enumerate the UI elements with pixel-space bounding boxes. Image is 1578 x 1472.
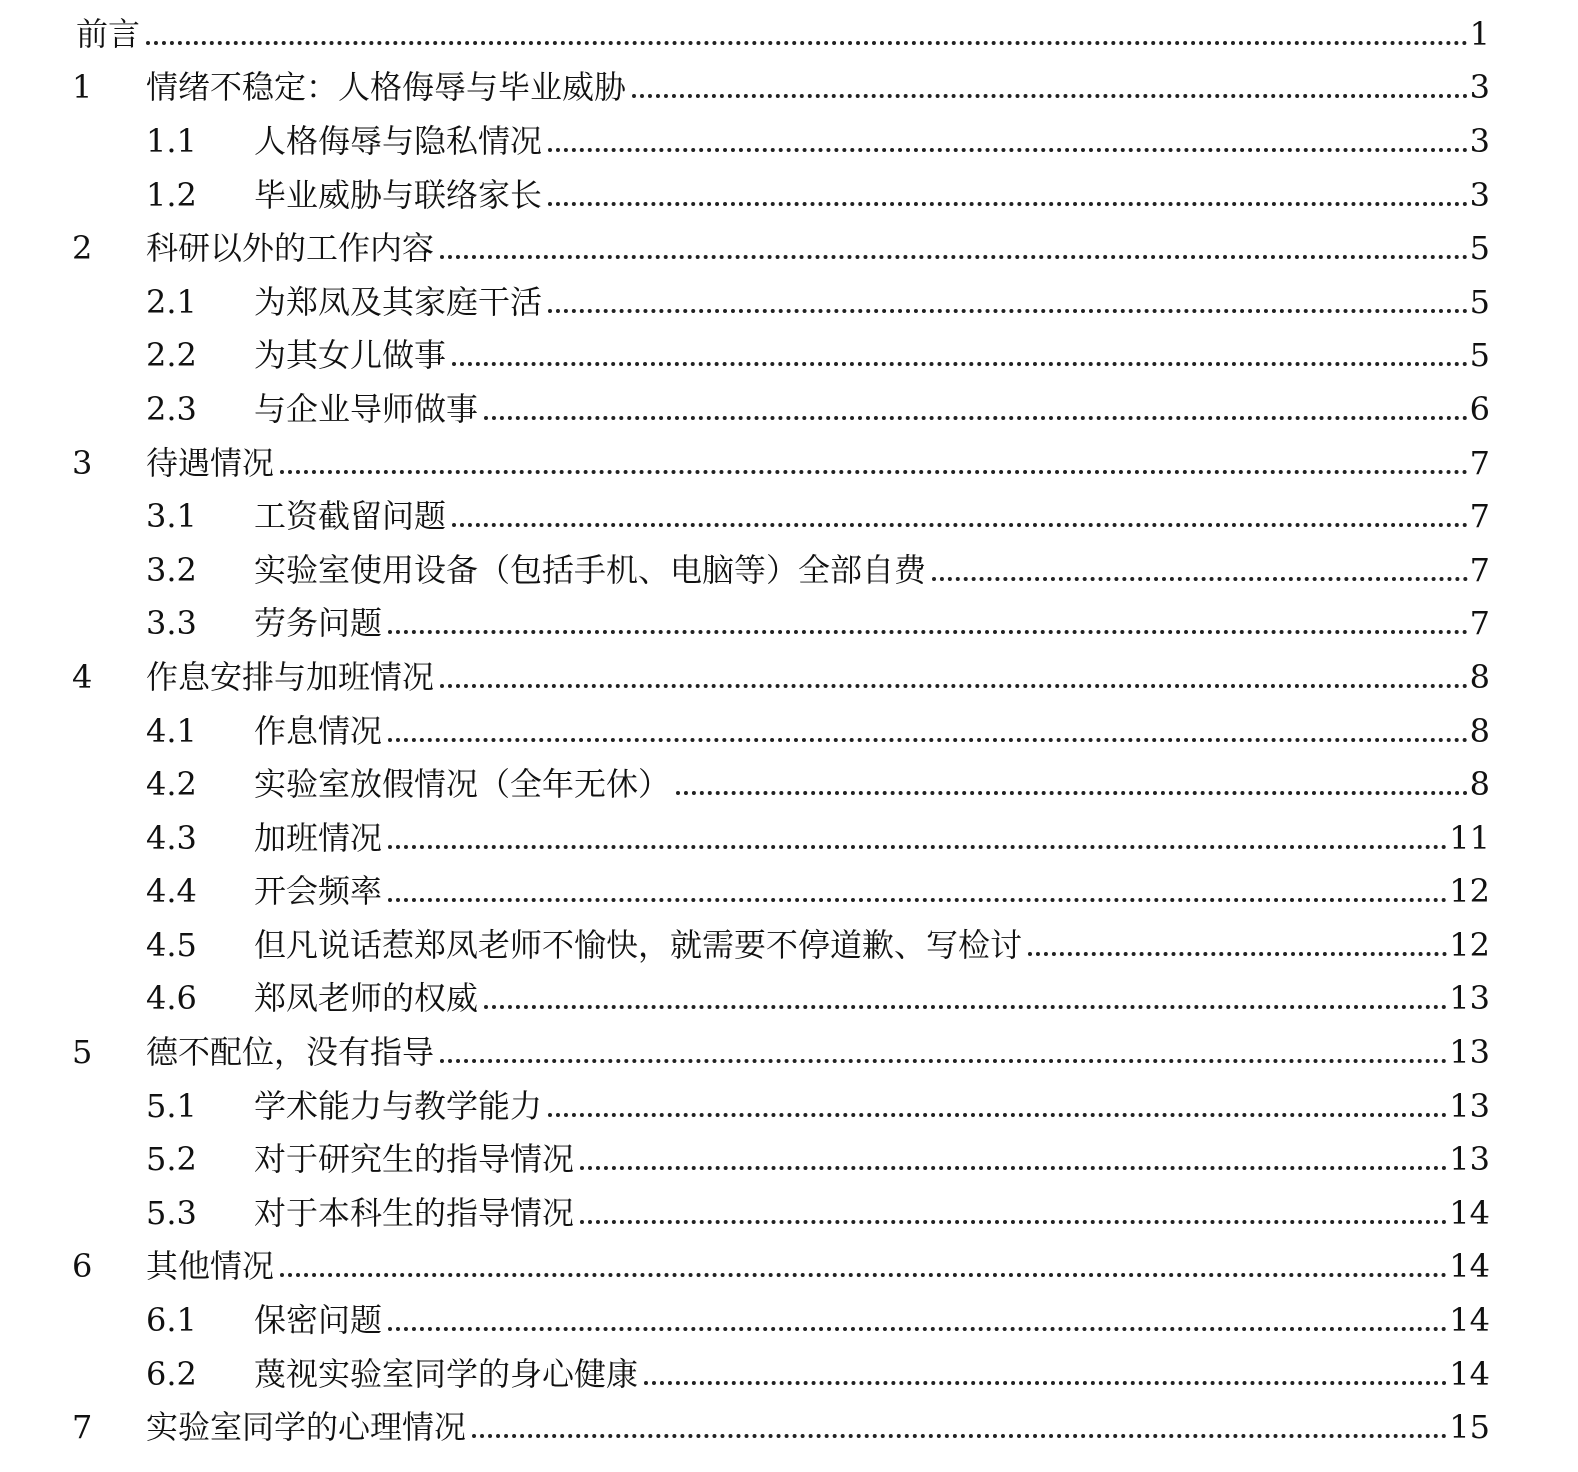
toc-dot-leader (932, 577, 1468, 581)
toc-page-number: 3 (1469, 121, 1490, 160)
toc-entry-title: 情绪不稳定：人格侮辱与毕业威胁 (146, 68, 627, 107)
toc-entry-number: 5 (72, 1033, 93, 1072)
toc-entry-title: 加班情况 (254, 818, 383, 857)
toc-entry-number: 4.1 (146, 711, 197, 750)
toc-page-number: 14 (1449, 1301, 1490, 1340)
toc-entry-title: 作息情况 (254, 711, 383, 750)
toc-dot-leader (484, 1005, 1447, 1009)
toc-entry-title: 工资截留问题 (254, 497, 447, 536)
toc-dot-leader (388, 738, 1468, 742)
toc-page-number: 14 (1449, 1193, 1490, 1232)
toc-page-number: 8 (1469, 765, 1490, 804)
toc-entry-number: 2.2 (146, 336, 197, 375)
toc-entry-number: 6.2 (146, 1354, 197, 1393)
toc-entry-number: 2.1 (146, 282, 197, 321)
toc-page-number: 7 (1469, 497, 1490, 536)
toc-entry-title: 毕业威胁与联络家长 (254, 175, 543, 214)
toc-dot-leader (484, 416, 1468, 420)
toc-entry-number: 3.3 (146, 604, 197, 643)
toc-entry-title: 实验室使用设备（包括手机、电脑等）全部自费 (254, 550, 927, 589)
toc-page-number: 13 (1449, 1140, 1490, 1179)
toc-entry-number: 6.1 (146, 1301, 197, 1340)
toc-page-number: 8 (1469, 711, 1490, 750)
toc-dot-leader (388, 630, 1468, 634)
toc-page-number: 13 (1449, 1086, 1490, 1125)
toc-entry-number: 2 (72, 229, 93, 268)
toc-entry-title: 郑凤老师的权威 (254, 979, 479, 1018)
toc-section-entry[interactable] (0, 1293, 1578, 1347)
toc-dot-leader (280, 470, 1468, 474)
toc-chapter-entry[interactable] (0, 1240, 1578, 1294)
toc-section-entry[interactable] (0, 489, 1578, 543)
toc-entry-number: 5.3 (146, 1193, 197, 1232)
toc-chapter-entry[interactable] (0, 61, 1578, 115)
toc-dot-leader (548, 148, 1468, 152)
toc-dot-leader (580, 1220, 1447, 1224)
toc-dot-leader (1028, 952, 1447, 956)
toc-section-entry[interactable] (0, 865, 1578, 919)
toc-section-entry[interactable] (0, 918, 1578, 972)
toc-entry-title: 劳务问题 (254, 604, 383, 643)
toc-entry-title: 为郑凤及其家庭干活 (254, 282, 543, 321)
toc-entry-title: 作息安排与加班情况 (146, 657, 435, 696)
toc-dot-leader (146, 41, 1468, 45)
toc-dot-leader (548, 202, 1468, 206)
toc-section-entry[interactable] (0, 382, 1578, 436)
toc-dot-leader (440, 684, 1468, 688)
toc-entry-number: 1.2 (146, 175, 197, 214)
toc-section-entry[interactable] (0, 757, 1578, 811)
toc-entry-title: 德不配位，没有指导 (146, 1033, 435, 1072)
toc-chapter-entry[interactable] (0, 1025, 1578, 1079)
toc-section-entry[interactable] (0, 704, 1578, 758)
toc-section-entry[interactable] (0, 811, 1578, 865)
toc-entry-number: 4.2 (146, 765, 197, 804)
toc-section-entry[interactable] (0, 1347, 1578, 1401)
toc-entry-title: 开会频率 (254, 872, 383, 911)
toc-entry-number: 5.1 (146, 1086, 197, 1125)
toc-entry-number: 3.2 (146, 550, 197, 589)
toc-entry-title: 对于研究生的指导情况 (254, 1140, 575, 1179)
toc-preface-entry[interactable] (0, 7, 1578, 61)
toc-chapter-entry[interactable] (0, 221, 1578, 275)
toc-entry-number: 4 (72, 657, 93, 696)
toc-page-number: 13 (1449, 979, 1490, 1018)
toc-page-number: 5 (1469, 282, 1490, 321)
toc-section-entry[interactable] (0, 1079, 1578, 1133)
toc-entry-title: 学术能力与教学能力 (254, 1086, 543, 1125)
toc-page-number: 14 (1449, 1354, 1490, 1393)
toc-dot-leader (632, 94, 1468, 98)
toc-dot-leader (280, 1273, 1447, 1277)
toc-entry-number: 1 (72, 68, 93, 107)
toc-page-number: 6 (1469, 389, 1490, 428)
toc-page-number: 11 (1449, 818, 1490, 857)
toc-entry-number: 5.2 (146, 1140, 197, 1179)
toc-entry-title: 科研以外的工作内容 (146, 229, 435, 268)
toc-page-number: 1 (1469, 14, 1490, 53)
toc-page-number: 7 (1469, 604, 1490, 643)
toc-section-entry[interactable] (0, 1186, 1578, 1240)
toc-entry-title: 实验室放假情况（全年无休） (254, 765, 671, 804)
toc-entry-title: 蔑视实验室同学的身心健康 (254, 1354, 639, 1393)
toc-entry-number: 4.5 (146, 925, 197, 964)
toc-dot-leader (676, 791, 1468, 795)
toc-section-entry[interactable] (0, 597, 1578, 651)
toc-dot-leader (548, 309, 1468, 313)
toc-entry-number: 3.1 (146, 497, 197, 536)
toc-page-number: 3 (1469, 175, 1490, 214)
toc-dot-leader (388, 898, 1447, 902)
toc-page-number: 14 (1449, 1247, 1490, 1286)
toc-page-number: 7 (1469, 443, 1490, 482)
toc-entry-number: 3 (72, 443, 93, 482)
toc-entry-title: 但凡说话惹郑凤老师不愉快，就需要不停道歉、写检讨 (254, 925, 1023, 964)
toc-dot-leader (452, 362, 1468, 366)
toc-section-entry[interactable] (0, 1132, 1578, 1186)
toc-section-entry[interactable] (0, 114, 1578, 168)
toc-dot-leader (388, 845, 1447, 849)
toc-page-number: 3 (1469, 68, 1490, 107)
toc-entry-title: 对于本科生的指导情况 (254, 1193, 575, 1232)
toc-page-number: 7 (1469, 550, 1490, 589)
toc-chapter-entry[interactable] (0, 650, 1578, 704)
toc-entry-number: 4.4 (146, 872, 197, 911)
toc-dot-leader (548, 1113, 1447, 1117)
toc-dot-leader (440, 255, 1468, 259)
toc-entry-number: 6 (72, 1247, 93, 1286)
toc-entry-number: 2.3 (146, 389, 197, 428)
toc-dot-leader (644, 1381, 1447, 1385)
toc-section-entry[interactable] (0, 972, 1578, 1026)
toc-entry-title: 其他情况 (146, 1247, 275, 1286)
toc-entry-number: 4.6 (146, 979, 197, 1018)
toc-entry-number: 7 (72, 1408, 93, 1447)
toc-entry-title: 待遇情况 (146, 443, 275, 482)
toc-entry-title: 实验室同学的心理情况 (146, 1408, 467, 1447)
toc-section-entry[interactable] (0, 275, 1578, 329)
toc-entry-title: 前言 (76, 14, 141, 53)
toc-page-number: 8 (1469, 657, 1490, 696)
toc-entry-title: 保密问题 (254, 1301, 383, 1340)
toc-dot-leader (440, 1059, 1447, 1063)
toc-entry-title: 人格侮辱与隐私情况 (254, 121, 543, 160)
toc-dot-leader (472, 1434, 1447, 1438)
toc-dot-leader (452, 523, 1468, 527)
toc-chapter-entry[interactable] (0, 1400, 1578, 1454)
toc-chapter-entry[interactable] (0, 436, 1578, 490)
toc-dot-leader (580, 1166, 1447, 1170)
toc-entry-title: 为其女儿做事 (254, 336, 447, 375)
toc-entry-number: 4.3 (146, 818, 197, 857)
toc-page-number: 12 (1449, 872, 1490, 911)
toc-entry-number: 1.1 (146, 121, 197, 160)
toc-page-number: 15 (1449, 1408, 1490, 1447)
toc-section-entry[interactable] (0, 329, 1578, 383)
toc-page-number: 12 (1449, 925, 1490, 964)
toc-page-number: 5 (1469, 336, 1490, 375)
toc-page-number: 5 (1469, 229, 1490, 268)
toc-entry-title: 与企业导师做事 (254, 389, 479, 428)
toc-page-number: 13 (1449, 1033, 1490, 1072)
toc-section-entry[interactable] (0, 168, 1578, 222)
toc-dot-leader (388, 1327, 1447, 1331)
toc-section-entry[interactable] (0, 543, 1578, 597)
